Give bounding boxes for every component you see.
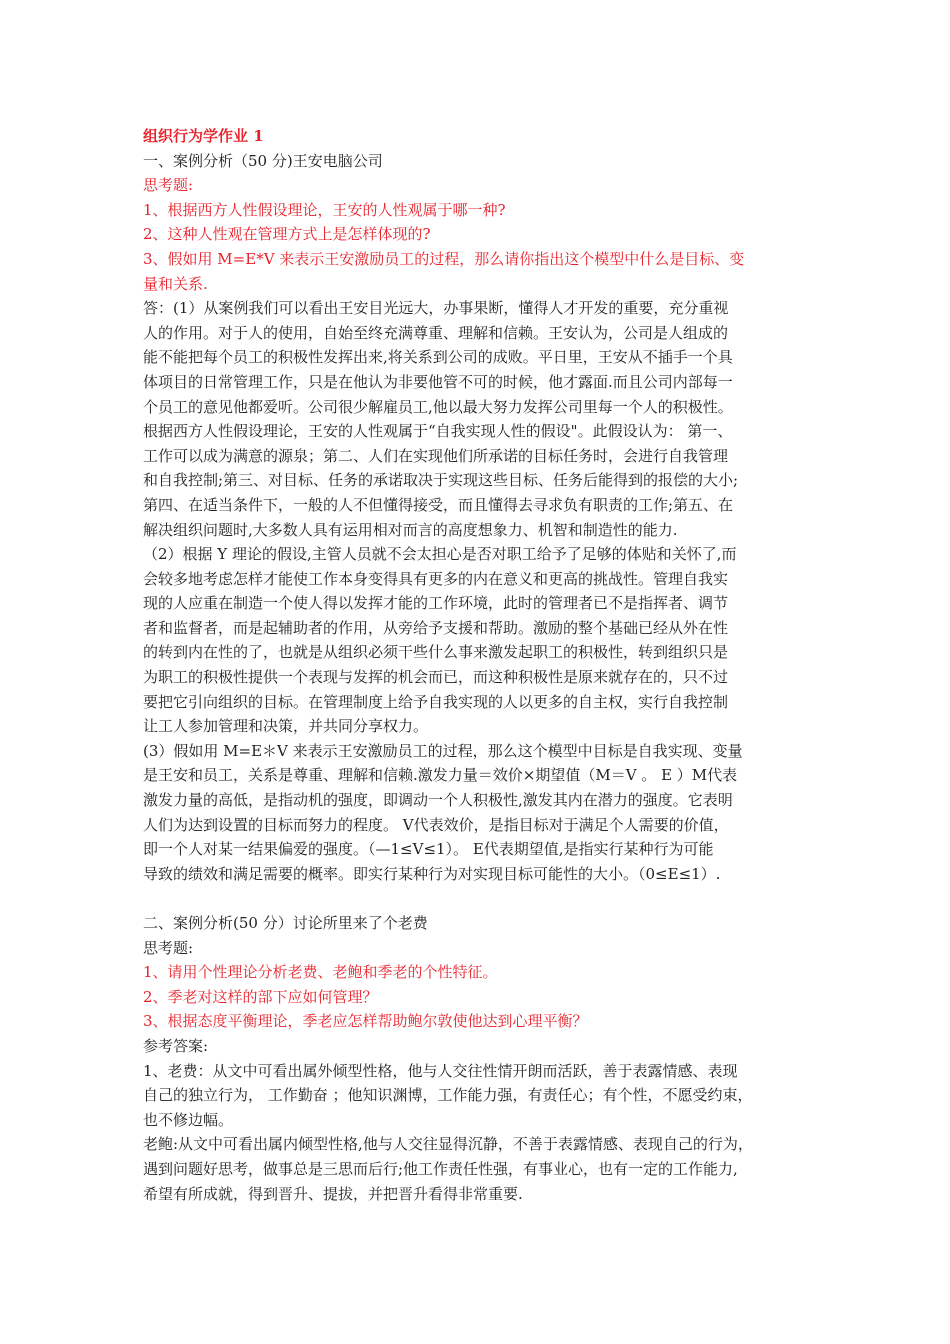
section1-answer-line: 个员工的意见他都爱听。公司很少解雇员工,他以最大努力发挥公司里每一个人的积极性。 xyxy=(143,397,733,416)
section2-answer-line: 自己的独立行为， 工作勤奋 ；他知识渊博，工作能力强，有责任心；有个性，不愿受约束， xyxy=(143,1086,753,1105)
section1-answer-line: 让工人参加管理和决策，并共同分享权力。 xyxy=(143,717,429,736)
document-title: 组织行为学作业 1 xyxy=(143,127,264,145)
section1-question: 2、这种人性观在管理方式上是怎样体现的? xyxy=(143,225,431,244)
section2-question: 3、根据态度平衡理论，季老应怎样帮助鲍尔敦使他达到心理平衡？ xyxy=(143,1012,588,1031)
section1-answer-line: 为职工的积极性提供一个表现与发挥的机会而已，而这种积极性是原来就存在的，只不过 xyxy=(143,668,729,687)
section2-answer-line: 希望有所成就，得到晋升、提拔，并把晋升看得非常重要. xyxy=(143,1184,523,1203)
section1-questions-label: 思考题: xyxy=(143,176,194,195)
section1-answer-line: 和自我控制;第三、对目标、任务的承诺取决于实现这些目标、任务后能得到的报偿的大小; xyxy=(143,471,739,490)
section1-heading: 一、案例分析（50 分)王安电脑公司 xyxy=(143,151,383,170)
section2-answer-line: 1、老费：从文中可看出属外倾型性格，他与人交往性情开朗而活跃，善于表露情感、表现 xyxy=(143,1061,738,1080)
section2-answer-line: 也不修边幅。 xyxy=(143,1110,234,1129)
section1-answer-line: （2）根据 Y 理论的假设,主管人员就不会太担心是否对职工给予了足够的体贴和关怀了,而 xyxy=(143,545,737,564)
section1-answer-line: 导致的绩效和满足需要的概率。即实行某种行为对实现目标可能性的大小。（0≤E≤1）. xyxy=(143,864,721,883)
section1-answer-line: 第四、在适当条件下，一般的人不但懂得接受，而且懂得去寻求负有职责的工作;第五、在 xyxy=(143,495,734,514)
section1-answer-line: 人的作用。对于人的使用，自始至终充满尊重、理解和信赖。王安认为，公司是人组成的 xyxy=(143,323,729,342)
section2-answer-line: 老鲍:从文中可看出属内倾型性格,他与人交往显得沉静，不善于表露情感、表现自己的行为， xyxy=(143,1135,753,1154)
section1-answer-line: 根据西方人性假设理论，王安的人性观属于“自我实现人性的假设"。此假设认为： 第一、 xyxy=(143,422,733,441)
section1-answer-line: 是王安和员工，关系是尊重、理解和信赖.激发力量＝效价×期望值（M＝V 。 E ）M代表 xyxy=(143,766,738,785)
section1-answer-line: 会较多地考虑怎样才能使工作本身变得具有更多的内在意义和更高的挑战性。管理自我实 xyxy=(143,569,729,588)
section1-answer-line: 的转到内在性的了，也就是从组织必须干些什么事来激发起职工的积极性，转到组织只是 xyxy=(143,643,729,662)
section1-question: 3、假如用 M=E*V 来表示王安激励员工的过程，那么请你指出这个模型中什么是目标、变 xyxy=(143,249,745,268)
section2-questions-label: 思考题: xyxy=(143,938,194,957)
section1-answer-line: (3）假如用 M=E＊V 来表示王安激励员工的过程，那么这个模型中目标是自我实现、变量 xyxy=(143,741,743,760)
section1-answer-line: 工作可以成为满意的源泉；第二、人们在实现他们所承诺的目标任务时，会进行自我管理 xyxy=(143,446,729,465)
section1-question: 量和关系. xyxy=(143,274,208,293)
section1-answer-line: 体项目的日常管理工作，只是在他认为非要他管不可的时候，他才露面.而且公司内部每一 xyxy=(143,372,733,391)
section1-answer-line: 能不能把每个员工的积极性发挥出来,将关系到公司的成败。平日里，王安从不插手一个具 xyxy=(143,348,733,367)
section2-answer-line: 遇到问题好思考，做事总是三思而后行;他工作责任性强，有事业心，也有一定的工作能力, xyxy=(143,1159,738,1178)
section1-answer-line: 即一个人对某一结果偏爱的强度。（—1≤V≤1）。 E代表期望值,是指实行某种行为可能 xyxy=(143,840,714,859)
section2-question: 2、季老对这样的部下应如何管理？ xyxy=(143,987,378,1006)
section2-question: 1、请用个性理论分析老费、老鲍和季老的个性特征。 xyxy=(143,963,498,982)
document-page xyxy=(143,124,813,1206)
section1-question: 1、根据西方人性假设理论，王安的人性观属于哪一种? xyxy=(143,200,506,219)
section1-answer-line: 者和监督者，而是起辅助者的作用，从旁给予支援和帮助。激励的整个基础已经从外在性 xyxy=(143,618,729,637)
section1-answer-line: 要把它引向组织的目标。在管理制度上给予自我实现的人以更多的自主权，实行自我控制 xyxy=(143,692,729,711)
section2-heading: 二、案例分析(50 分）讨论所里来了个老费 xyxy=(143,914,428,932)
section2-answer-label: 参考答案: xyxy=(143,1036,209,1055)
section1-answer-line: 人们为达到设置的目标而努力的程度。 V代表效价，是指目标对于满足个人需要的价值， xyxy=(143,815,729,834)
section1-answer-line: 答：(1）从案例我们可以看出王安目光远大，办事果断，懂得人才开发的重要，充分重视 xyxy=(143,299,729,318)
section1-answer-line: 激发力量的高低，是指动机的强度，即调动一个人积极性,激发其内在潜力的强度。它表明 xyxy=(143,791,733,810)
section1-answer-line: 解决组织问题时,大多数人具有运用相对而言的高度想象力、机智和制造性的能力. xyxy=(143,520,678,539)
section-spacer xyxy=(143,886,813,911)
section1-answer-line: 现的人应重在制造一个使人得以发挥才能的工作环境，此时的管理者已不是指挥者、调节 xyxy=(143,594,729,613)
